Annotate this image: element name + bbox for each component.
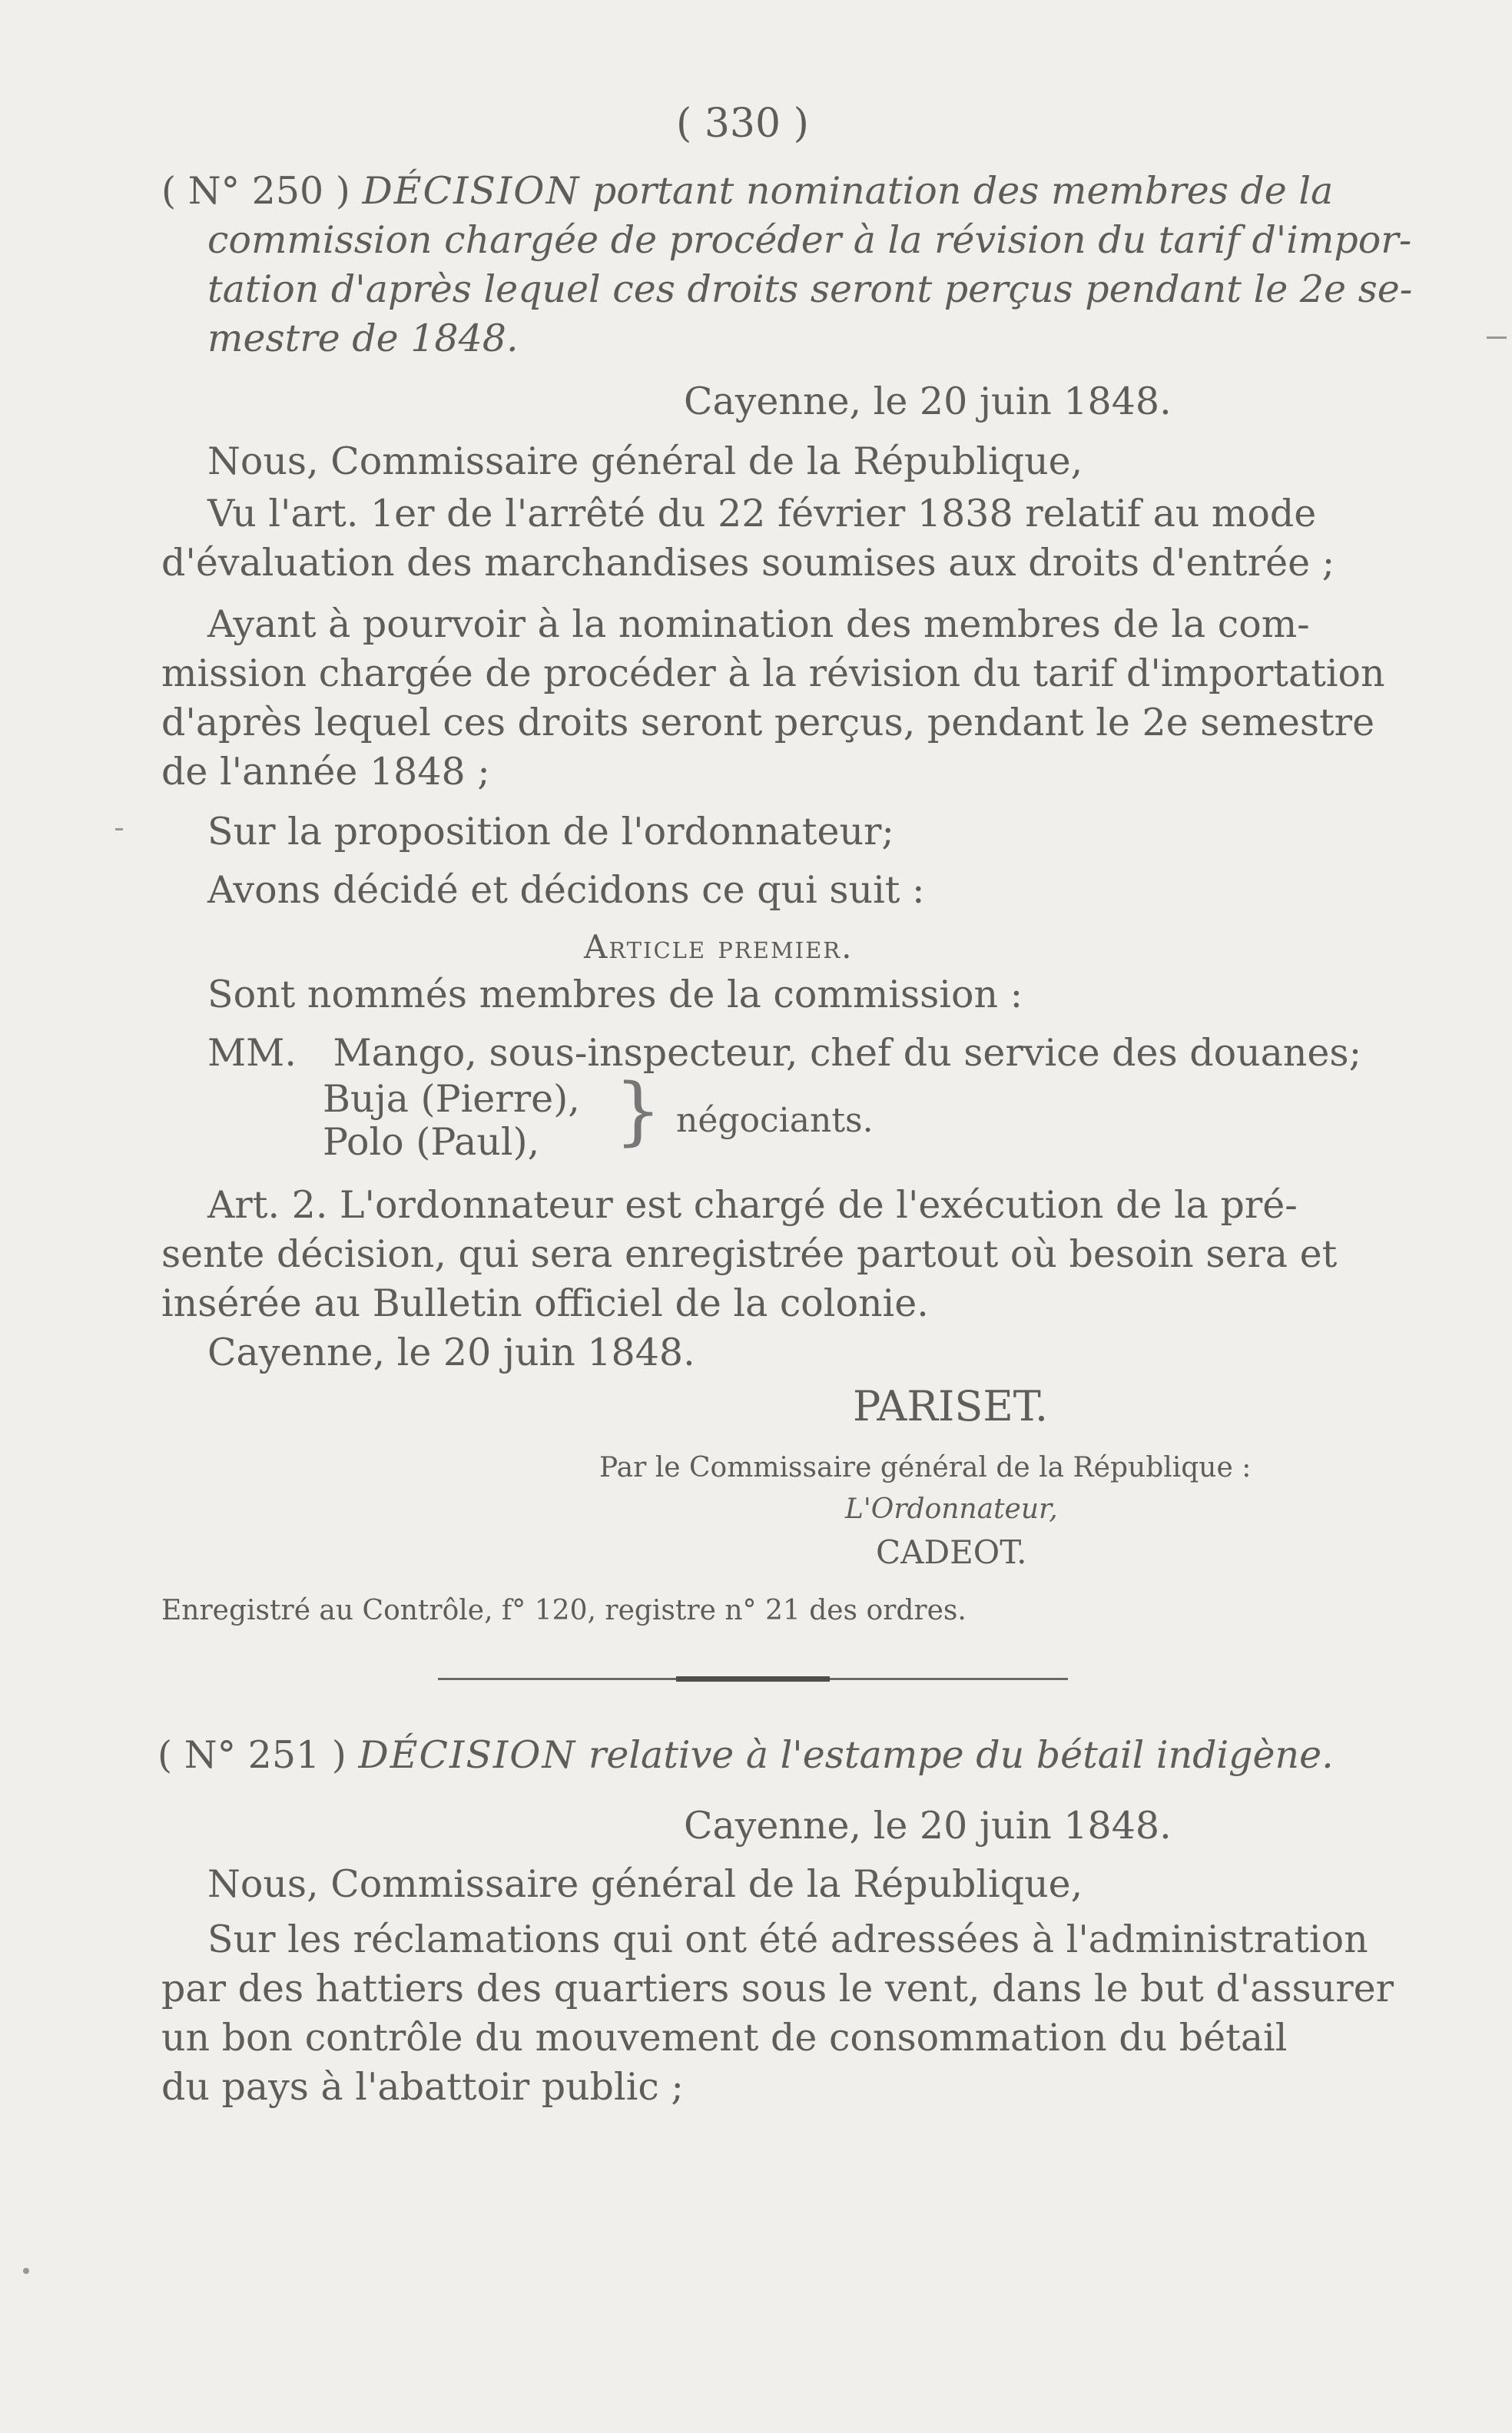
decision-251-sur-2: par des hattiers des quartiers sous le vent, dans le but d'assurer (161, 1967, 1394, 2010)
decision-250-title-word: DÉCISION (362, 169, 581, 213)
decision-250-heading-line-1 (161, 167, 1333, 215)
decision-250-sont: Sont nommés membres de la commission : (207, 973, 1023, 1016)
decision-251-preamble: Nous, Commissaire général de la République, (207, 1862, 1083, 1906)
decision-250-ayant-1: Ayant à pourvoir à la nomination des membres de la com- (207, 602, 1310, 646)
decision-250-sur: Sur la proposition de l'ordonnateur; (207, 810, 894, 854)
decision-250-art2-2: sente décision, qui sera enregistrée partout où besoin sera et (161, 1232, 1338, 1276)
member-polo: Polo (Paul), (323, 1120, 540, 1164)
decision-250-title-line-2: commission chargée de procéder à la révision du tarif d'impor- (207, 218, 1412, 262)
decision-250-vu: Vu l'art. 1er de l'arrêté du 22 février 1838 relatif au mode (207, 492, 1317, 535)
ordonnateur-label: L'Ordonnateur, (845, 1493, 1058, 1525)
decision-251-title-word: DÉCISION (358, 1733, 577, 1777)
member-buja: Buja (Pierre), (323, 1077, 580, 1121)
member-brace: } (615, 1068, 662, 1154)
decision-250-date: Cayenne, le 20 juin 1848. (684, 380, 1172, 423)
decision-250-ayant-4: de l'année 1848 ; (161, 750, 490, 794)
decision-250-preamble: Nous, Commissaire général de la République, (207, 439, 1083, 483)
decision-250-art2-3: insérée au Bulletin officiel de la colonie. (161, 1281, 929, 1325)
separator-ornament (676, 1676, 830, 1682)
page-number: ( 330 ) (676, 101, 809, 147)
decision-250-ayant-3: d'après lequel ces droits seront perçus, pendant le 2e semestre (161, 701, 1375, 744)
decision-251-sur-4: du pays à l'abattoir public ; (161, 2065, 684, 2109)
decision-250-title-rest: portant nomination des membres de la (592, 169, 1334, 213)
signature-cadeot: CADEOT. (876, 1533, 1027, 1571)
decision-251-number: ( N° 251 ) (158, 1733, 346, 1777)
decision-250-art2-1: Art. 2. L'ordonnateur est chargé de l'exécution de la pré- (207, 1183, 1298, 1227)
decision-251-title-rest: relative à l'estampe du bétail indigène. (588, 1733, 1334, 1777)
member-mango: Mango, sous-inspecteur, chef du service des douanes; (333, 1031, 1362, 1075)
margin-mark (1487, 336, 1507, 339)
members-negociants: négociants. (676, 1101, 874, 1140)
article-premier-heading: Article premier. (584, 928, 854, 966)
decision-250-title-line-4: mestre de 1848. (207, 317, 519, 360)
mm-label: MM. (207, 1031, 297, 1075)
decision-251-heading (158, 1732, 1334, 1779)
decision-251-sur-1: Sur les réclamations qui ont été adressées à l'administration (207, 1918, 1368, 1961)
signature-pariset: PARISET. (853, 1382, 1049, 1430)
decision-250-vu-cont: d'évaluation des marchandises soumises aux droits d'entrée ; (161, 541, 1335, 585)
members-line-mango (207, 1029, 1361, 1077)
decision-250-avons: Avons décidé et décidons ce qui suit : (207, 868, 925, 912)
decision-251-sur-3: un bon contrôle du mouvement de consommation du bétail (161, 2016, 1288, 2060)
decision-250-number: ( N° 250 ) (161, 169, 350, 213)
par-le-commissaire: Par le Commissaire général de la République : (599, 1452, 1252, 1483)
decision-250-title-line-3: tation d'après lequel ces droits seront perçus pendant le 2e se- (207, 267, 1413, 311)
enregistre-note: Enregistré au Contrôle, f° 120, registre n° 21 des ordres. (161, 1595, 967, 1626)
decision-251-date: Cayenne, le 20 juin 1848. (684, 1804, 1172, 1848)
decision-250-closing-date: Cayenne, le 20 juin 1848. (207, 1331, 695, 1374)
margin-speck (23, 2268, 29, 2274)
margin-mark (115, 828, 123, 830)
decision-250-ayant-2: mission chargée de procéder à la révision du tarif d'importation (161, 651, 1385, 695)
